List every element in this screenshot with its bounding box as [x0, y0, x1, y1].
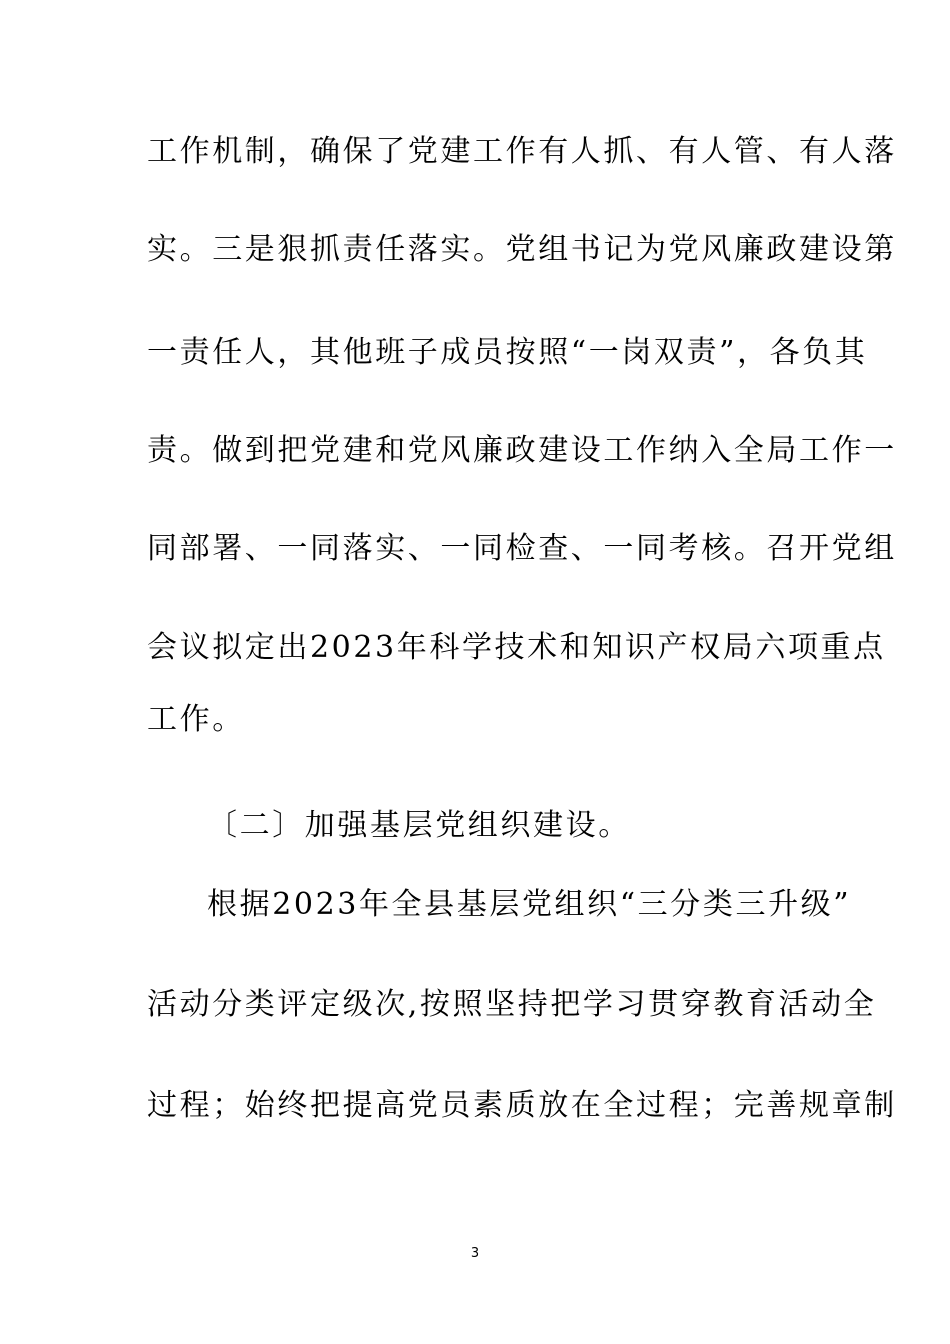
body-text-line-5: 同部署、一同落实、一同检查、一同考核。召开党组 — [147, 531, 897, 566]
body-text-line-1: 工作机制，确保了党建工作有人抓、有人管、有人落 — [147, 134, 897, 169]
body-text-line-8: 根据2023年全县基层党组织“三分类三升级” — [207, 887, 852, 922]
body-text-line-6: 会议拟定出2023年科学技术和知识产权局六项重点 — [147, 630, 886, 665]
body-text-line-3: 一责任人，其他班子成员按照“一岗双责”，各负其 — [147, 335, 868, 370]
body-text-line-9: 活动分类评定级次,按照坚持把学习贯穿教育活动全 — [147, 987, 877, 1022]
section-heading: 〔二〕加强基层党组织建设。 — [207, 808, 631, 843]
body-text-line-4: 责。做到把党建和党风廉政建设工作纳入全局工作一 — [147, 433, 897, 468]
body-text-line-2: 实。三是狠抓责任落实。党组书记为党风廉政建设第 — [147, 232, 897, 267]
page-number: 3 — [470, 1246, 480, 1261]
body-text-line-10: 过程；始终把提高党员素质放在全过程；完善规章制 — [147, 1088, 897, 1123]
body-text-line-7: 工作。 — [147, 702, 245, 737]
